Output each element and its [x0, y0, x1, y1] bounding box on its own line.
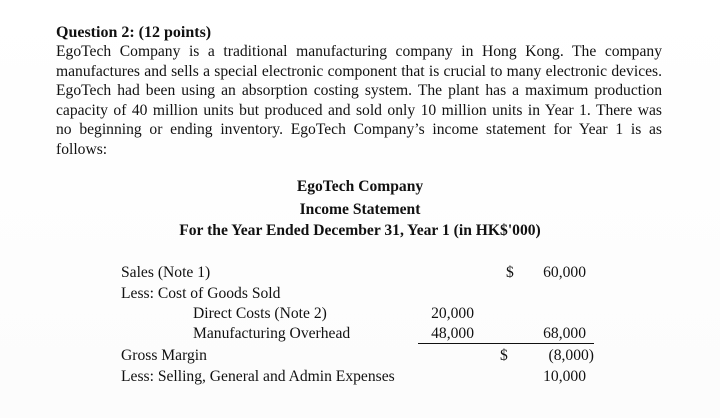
total-value-sga-expenses: 10,000 [543, 368, 586, 385]
row-label-gross-margin: Gross Margin [121, 347, 207, 364]
paragraph-line: no beginning or ending inventory. EgoTech Company’s income statement for Year 1 is as [56, 121, 662, 138]
statement-company: EgoTech Company [296, 178, 424, 195]
row-label-sga-expenses: Less: Selling, General and Admin Expenses [121, 368, 395, 385]
total-value-cogs: 68,000 [543, 325, 586, 342]
currency-symbol: $ [500, 347, 508, 364]
row-label-direct-costs: Direct Costs (Note 2) [193, 305, 327, 322]
question-heading: Question 2: (12 points) [56, 24, 212, 41]
question-paragraph [56, 42, 662, 159]
total-value-sales: 60,000 [543, 264, 586, 281]
paragraph-line: EgoTech Company is a traditional manufacturing company in Hong Kong. The company [56, 43, 662, 60]
total-value-gross-margin: (8,000) [548, 347, 594, 364]
row-label-sales: Sales (Note 1) [121, 264, 211, 281]
currency-symbol: $ [506, 264, 514, 281]
row-label-manufacturing-overhead: Manufacturing Overhead [193, 325, 351, 342]
paragraph-line: follows: [56, 140, 108, 158]
paragraph-line: capacity of 40 million units but produced and sold only 10 million units in Year 1. There was [56, 101, 662, 119]
mid-value-manufacturing-overhead: 48,000 [431, 325, 474, 342]
row-label-cogs: Less: Cost of Goods Sold [121, 285, 281, 302]
statement-title: Income Statement [299, 201, 421, 218]
paragraph-line: EgoTech had been using an absorption costing system. The plant has a maximum production [56, 82, 662, 99]
mid-value-direct-costs: 20,000 [431, 305, 474, 322]
statement-period: For the Year Ended December 31, Year 1 (in HK$'000) [179, 222, 541, 239]
subtotal-rule [418, 343, 594, 344]
paragraph-line: manufactures and sells a special electronic component that is crucial to many electronic devices. [56, 62, 662, 80]
